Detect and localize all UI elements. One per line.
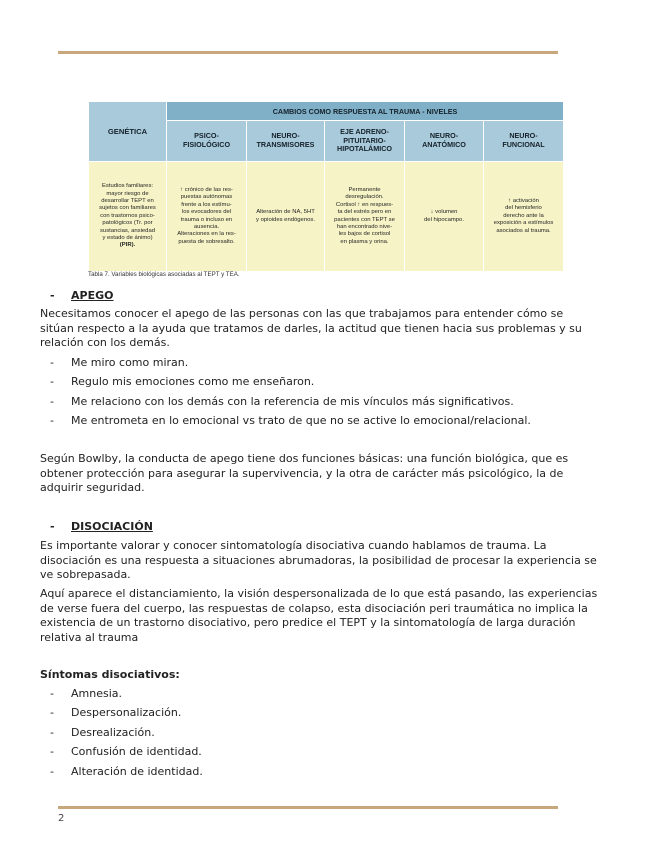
cell-line: ↓ volumen	[430, 209, 458, 216]
header-line: NEURO-	[429, 131, 459, 141]
cell-line: Alteración de NA, 5HT	[256, 209, 315, 216]
header-line: EJE ADRENO-	[340, 127, 389, 137]
cell-line: derecho ante la	[503, 212, 544, 219]
header-line: ANATÓMICO	[422, 140, 466, 149]
header-line: TRANSMISORES	[256, 140, 315, 149]
cell-line: puesta de sobresalto.	[178, 238, 235, 245]
table-body-row	[89, 162, 564, 272]
list-item	[50, 414, 531, 433]
symptoms-title: Síntomas disociativos:	[40, 668, 180, 681]
list-dash: -	[50, 394, 54, 408]
psicofisiologico-cell	[167, 162, 247, 272]
disociacion-heading	[50, 520, 153, 534]
cell-line: ↑ activación	[508, 197, 539, 204]
list-item	[50, 687, 203, 706]
list-item-text: Despersonalización.	[71, 706, 182, 720]
col-eje-header	[325, 121, 405, 162]
cell-line: mayor riesgo de	[106, 190, 149, 197]
list-dash: -	[50, 356, 54, 369]
list-dash: -	[50, 764, 54, 778]
list-item	[50, 395, 531, 414]
cell-line: ausencia.	[193, 223, 220, 230]
list-item	[50, 745, 203, 764]
cell-line: Alteraciones en la res-	[177, 231, 236, 238]
cell-line: asociados al trauma.	[496, 227, 551, 234]
biological-variables-table	[88, 101, 564, 272]
bowlby-paragraph: Según Bowlby, la conducta de apego tiene dos funciones básicas: una función biológica, que es obtener protección para asegurar la supervivencia, y la otra de carácter más psicológico, la de adquirir seguridad.	[40, 452, 569, 494]
disociacion-paragraph-2: Aquí aparece el distanciamiento, la visión despersonalizada de lo que está pasando, las experiencias de verse fuera del cuerpo, las respuestas de colapso, esta disociación peri traumática no implica la existencia de un trastorno disociativo, pero predice el TEPT y la sintomatología de larga duración relativa al trauma	[40, 587, 598, 644]
header-line: FISIOLÓGICO	[182, 140, 231, 149]
cell-line: han encontrado nive-	[336, 223, 393, 230]
disociacion-paragraph-1: Es importante valorar y conocer sintomatología disociativa cuando hablamos de trauma. La disociación es una respuesta a situaciones abrumadoras, la posibilidad de procesar la experiencia se ve sobrepasada.	[40, 539, 597, 581]
cell-line: ↑ crónico de las res-	[180, 186, 233, 193]
table-main-header: CAMBIOS COMO RESPUESTA AL TRAUMA - NIVELES	[167, 102, 564, 121]
col-psicofisiologico-header	[167, 121, 247, 162]
apego-list	[50, 356, 531, 434]
cell-line: del hemisferio	[505, 205, 542, 212]
header-line: HIPOTALÁMICO	[337, 144, 392, 154]
header-line: NEURO-	[509, 131, 538, 141]
list-item-text: Me miro como miran.	[71, 356, 189, 369]
header-line: PITUITARIO-	[343, 135, 386, 145]
heading-dash: -	[50, 289, 55, 302]
apego-heading	[50, 289, 113, 303]
apego-title: APEGO	[71, 289, 114, 302]
bottom-rule	[58, 806, 558, 809]
cell-line: sustancias, ansiedad	[99, 227, 155, 234]
list-item-text: Me relaciono con los demás con la referencia de mis vínculos más significativos.	[71, 394, 514, 408]
cell-line: y opioides endógenos.	[256, 216, 315, 223]
list-item-text: Confusión de identidad.	[71, 745, 202, 759]
list-dash: -	[50, 745, 54, 759]
list-dash: -	[50, 706, 54, 720]
genetics-header: GENÉTICA	[89, 102, 167, 162]
neurotransmisores-cell	[247, 162, 325, 272]
heading-dash: -	[50, 520, 55, 533]
header-line: FUNCIONAL	[502, 140, 545, 149]
cell-line: trauma o incluso en	[180, 216, 233, 223]
table-caption: Tabla 7. Variables biológicas asociadas al TEPT y TEA.	[88, 271, 240, 278]
col-neurotransmisores-header	[247, 121, 325, 162]
list-item	[50, 356, 531, 375]
cell-line: (PIR).	[119, 242, 136, 249]
cell-line: desarrollar TEPT en	[101, 197, 154, 204]
cell-line: frente a los estímu-	[181, 201, 232, 208]
col-neuroanatomico-header	[405, 121, 484, 162]
cell-line: con trastornos psico-	[100, 212, 155, 219]
cell-line: ta del estrés pero en	[337, 209, 392, 216]
cell-line: Cortisol ↑ en respues-	[335, 201, 394, 208]
top-rule	[58, 51, 558, 54]
cell-line: puestas autónomas	[180, 194, 233, 201]
list-dash: -	[50, 414, 54, 428]
cell-line: les bajos de cortisol	[338, 231, 391, 238]
cell-line: y estado de ánimo)	[102, 235, 153, 242]
neuroanatomico-cell	[405, 162, 484, 272]
cell-line: en plasma y orina.	[340, 238, 389, 245]
list-item-text: Me entrometa en lo emocional vs trato de que no se active lo emocional/relacional.	[71, 414, 531, 428]
header-line: PSICO-	[194, 131, 219, 141]
header-line: NEURO-	[271, 131, 300, 141]
cell-line: desregulación.	[345, 194, 384, 201]
list-dash: -	[50, 687, 54, 700]
list-item-text: Amnesia.	[71, 687, 123, 700]
genetics-cell	[89, 162, 167, 272]
neurofuncional-cell	[484, 162, 564, 272]
cell-line: patológicos (Tr. por	[102, 220, 153, 227]
list-item-text: Desrealización.	[71, 725, 155, 739]
list-item-text: Regulo mis emociones como me enseñaron.	[71, 375, 315, 389]
eje-cell	[325, 162, 405, 272]
list-item	[50, 726, 203, 745]
cell-line: del hipocampo.	[424, 216, 464, 223]
apego-intro-paragraph: Necesitamos conocer el apego de las personas con las que trabajamos para entender cómo se sitúan respecto a la ayuda que tratamos de darles, la actitud que tienen hacia sus problemas y su relación con los demás.	[40, 307, 582, 349]
list-item-text: Alteración de identidad.	[71, 764, 203, 778]
symptoms-list	[50, 687, 203, 784]
page-number: 2	[58, 813, 65, 824]
list-dash: -	[50, 375, 54, 389]
cell-line: sujetos con familiares	[99, 205, 156, 212]
cell-line: exposición a estímulos	[493, 220, 554, 227]
cell-line: los evocadores del	[181, 209, 232, 216]
list-item	[50, 706, 203, 725]
list-item	[50, 765, 203, 784]
list-item	[50, 375, 531, 394]
cell-line: Estudios familiares:	[101, 183, 154, 190]
disociacion-title: DISOCIACIÓN	[71, 520, 153, 533]
cell-line: pacientes con TEPT se	[334, 216, 395, 223]
cell-line: Permanente	[348, 186, 381, 193]
col-neurofuncional-header	[484, 121, 564, 162]
list-dash: -	[50, 725, 54, 739]
